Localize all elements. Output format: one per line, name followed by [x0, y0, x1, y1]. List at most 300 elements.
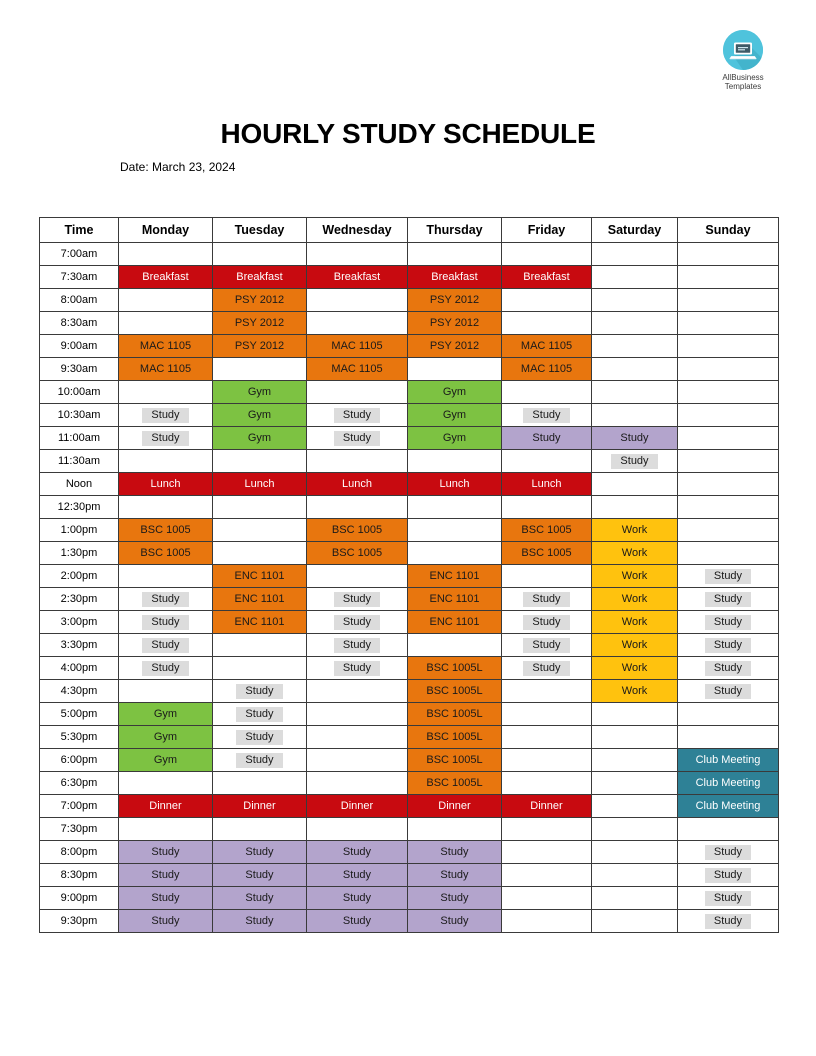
- table-row: [40, 726, 779, 749]
- study-chip: Study: [705, 845, 751, 860]
- schedule-cell[interactable]: [119, 381, 213, 404]
- schedule-cell[interactable]: [502, 910, 592, 933]
- schedule-cell[interactable]: [592, 864, 678, 887]
- table-row: [40, 864, 779, 887]
- time-label: 4:30pm: [40, 680, 119, 703]
- schedule-cell[interactable]: [213, 703, 307, 726]
- study-chip: Study: [705, 684, 751, 699]
- schedule-cell[interactable]: [307, 565, 408, 588]
- table-row: [40, 519, 779, 542]
- schedule-cell[interactable]: [678, 496, 779, 519]
- study-chip: Study: [523, 615, 569, 630]
- schedule-cell[interactable]: Breakfast: [213, 266, 307, 289]
- schedule-cell[interactable]: [213, 726, 307, 749]
- schedule-cell[interactable]: [502, 611, 592, 634]
- schedule-cell[interactable]: [678, 634, 779, 657]
- time-label: 2:00pm: [40, 565, 119, 588]
- time-label: 10:00am: [40, 381, 119, 404]
- schedule-cell[interactable]: Dinner: [119, 795, 213, 818]
- schedule-cell[interactable]: Study: [119, 910, 213, 933]
- schedule-cell[interactable]: [502, 864, 592, 887]
- schedule-cell[interactable]: [307, 243, 408, 266]
- table-row: [40, 887, 779, 910]
- schedule-cell[interactable]: [408, 358, 502, 381]
- column-header-monday: Monday: [119, 218, 213, 243]
- time-label: 1:00pm: [40, 519, 119, 542]
- study-chip: Study: [334, 638, 380, 653]
- schedule-cell[interactable]: ENC 1101: [408, 565, 502, 588]
- schedule-cell[interactable]: [119, 634, 213, 657]
- table-row: [40, 772, 779, 795]
- table-row: [40, 749, 779, 772]
- schedule-cell[interactable]: Gym: [213, 404, 307, 427]
- schedule-cell[interactable]: [119, 312, 213, 335]
- column-header-friday: Friday: [502, 218, 592, 243]
- schedule-cell[interactable]: Study: [307, 887, 408, 910]
- schedule-cell[interactable]: [592, 404, 678, 427]
- table-row: [40, 266, 779, 289]
- table-row: [40, 703, 779, 726]
- table-row: [40, 404, 779, 427]
- schedule-cell[interactable]: [119, 680, 213, 703]
- schedule-cell[interactable]: BSC 1005L: [408, 726, 502, 749]
- schedule-cell[interactable]: [678, 473, 779, 496]
- schedule-cell[interactable]: [678, 289, 779, 312]
- schedule-cell[interactable]: [678, 680, 779, 703]
- schedule-cell[interactable]: PSY 2012: [408, 335, 502, 358]
- schedule-cell[interactable]: [408, 496, 502, 519]
- schedule-cell[interactable]: [119, 450, 213, 473]
- schedule-cell[interactable]: [502, 243, 592, 266]
- table-row: [40, 611, 779, 634]
- schedule-cell[interactable]: PSY 2012: [213, 335, 307, 358]
- schedule-cell[interactable]: Study: [307, 864, 408, 887]
- schedule-cell[interactable]: Dinner: [408, 795, 502, 818]
- schedule-cell[interactable]: [502, 703, 592, 726]
- schedule-cell[interactable]: PSY 2012: [408, 289, 502, 312]
- schedule-cell[interactable]: Study: [119, 887, 213, 910]
- schedule-cell[interactable]: [502, 588, 592, 611]
- time-label: 6:30pm: [40, 772, 119, 795]
- study-chip: Study: [523, 638, 569, 653]
- schedule-cell[interactable]: Dinner: [213, 795, 307, 818]
- column-header-tuesday: Tuesday: [213, 218, 307, 243]
- schedule-cell[interactable]: Study: [408, 841, 502, 864]
- schedule-cell[interactable]: [213, 749, 307, 772]
- schedule-cell[interactable]: Gym: [408, 404, 502, 427]
- schedule-cell[interactable]: [592, 312, 678, 335]
- schedule-cell[interactable]: [678, 726, 779, 749]
- schedule-cell[interactable]: [213, 772, 307, 795]
- study-chip: Study: [142, 408, 188, 423]
- time-label: 9:30am: [40, 358, 119, 381]
- schedule-cell[interactable]: [502, 841, 592, 864]
- table-row: [40, 657, 779, 680]
- schedule-cell[interactable]: ENC 1101: [408, 588, 502, 611]
- schedule-cell[interactable]: Gym: [119, 749, 213, 772]
- schedule-cell[interactable]: BSC 1005: [307, 519, 408, 542]
- time-label: 5:00pm: [40, 703, 119, 726]
- time-label: Noon: [40, 473, 119, 496]
- schedule-cell[interactable]: [678, 703, 779, 726]
- time-label: 9:00am: [40, 335, 119, 358]
- schedule-cell[interactable]: Gym: [213, 381, 307, 404]
- schedule-cell[interactable]: [592, 749, 678, 772]
- time-label: 7:30am: [40, 266, 119, 289]
- time-label: 4:00pm: [40, 657, 119, 680]
- schedule-cell[interactable]: [502, 289, 592, 312]
- schedule-cell[interactable]: [678, 657, 779, 680]
- schedule-cell[interactable]: [502, 634, 592, 657]
- schedule-cell[interactable]: [307, 749, 408, 772]
- schedule-cell[interactable]: [119, 289, 213, 312]
- schedule-cell[interactable]: Study: [213, 864, 307, 887]
- schedule-cell[interactable]: [502, 726, 592, 749]
- schedule-cell[interactable]: BSC 1005L: [408, 657, 502, 680]
- schedule-cell[interactable]: [502, 887, 592, 910]
- schedule-cell[interactable]: Study: [408, 887, 502, 910]
- table-row: [40, 841, 779, 864]
- time-label: 12:30pm: [40, 496, 119, 519]
- column-header-wednesday: Wednesday: [307, 218, 408, 243]
- schedule-cell[interactable]: BSC 1005L: [408, 749, 502, 772]
- schedule-cell[interactable]: Lunch: [307, 473, 408, 496]
- schedule-cell[interactable]: [502, 450, 592, 473]
- study-chip: Study: [705, 569, 751, 584]
- schedule-cell[interactable]: Gym: [408, 381, 502, 404]
- schedule-cell[interactable]: Study: [502, 427, 592, 450]
- table-row: [40, 358, 779, 381]
- schedule-cell[interactable]: ENC 1101: [213, 611, 307, 634]
- study-chip: Study: [705, 891, 751, 906]
- schedule-cell[interactable]: ENC 1101: [213, 565, 307, 588]
- schedule-cell[interactable]: [592, 818, 678, 841]
- schedule-cell[interactable]: Study: [213, 841, 307, 864]
- schedule-cell[interactable]: BSC 1005: [307, 542, 408, 565]
- schedule-cell[interactable]: [502, 565, 592, 588]
- schedule-cell[interactable]: Breakfast: [502, 266, 592, 289]
- schedule-cell[interactable]: [119, 818, 213, 841]
- schedule-cell[interactable]: [307, 818, 408, 841]
- time-label: 5:30pm: [40, 726, 119, 749]
- schedule-cell[interactable]: [592, 450, 678, 473]
- schedule-cell[interactable]: [678, 335, 779, 358]
- schedule-cell[interactable]: PSY 2012: [408, 312, 502, 335]
- schedule-cell[interactable]: Dinner: [307, 795, 408, 818]
- schedule-cell[interactable]: BSC 1005: [502, 542, 592, 565]
- study-chip: Study: [705, 868, 751, 883]
- schedule-cell[interactable]: [119, 243, 213, 266]
- study-chip: Study: [142, 431, 188, 446]
- schedule-cell[interactable]: [678, 887, 779, 910]
- schedule-cell[interactable]: [119, 657, 213, 680]
- page-title: HOURLY STUDY SCHEDULE: [220, 118, 596, 149]
- column-header-time: Time: [40, 218, 119, 243]
- study-chip: Study: [705, 661, 751, 676]
- schedule-cell[interactable]: PSY 2012: [213, 289, 307, 312]
- time-label: 8:00pm: [40, 841, 119, 864]
- table-row: [40, 496, 779, 519]
- study-chip: Study: [236, 707, 282, 722]
- schedule-cell[interactable]: Work: [592, 588, 678, 611]
- study-chip: Study: [142, 592, 188, 607]
- time-label: 2:30pm: [40, 588, 119, 611]
- schedule-cell[interactable]: [307, 703, 408, 726]
- schedule-cell[interactable]: [119, 611, 213, 634]
- hourly-study-schedule-table: [39, 217, 779, 933]
- schedule-cell[interactable]: [502, 404, 592, 427]
- schedule-cell[interactable]: [592, 887, 678, 910]
- schedule-cell[interactable]: [502, 657, 592, 680]
- schedule-cell[interactable]: Gym: [119, 726, 213, 749]
- schedule-cell[interactable]: [307, 312, 408, 335]
- schedule-cell[interactable]: [408, 634, 502, 657]
- schedule-cell[interactable]: Work: [592, 634, 678, 657]
- schedule-cell[interactable]: [592, 243, 678, 266]
- schedule-cell[interactable]: [213, 519, 307, 542]
- time-label: 9:30pm: [40, 910, 119, 933]
- schedule-cell[interactable]: [502, 680, 592, 703]
- schedule-cell[interactable]: [592, 910, 678, 933]
- schedule-cell[interactable]: [307, 289, 408, 312]
- schedule-cell[interactable]: MAC 1105: [119, 358, 213, 381]
- schedule-cell[interactable]: [678, 404, 779, 427]
- table-row: [40, 910, 779, 933]
- schedule-cell[interactable]: ENC 1101: [213, 588, 307, 611]
- schedule-cell[interactable]: Breakfast: [119, 266, 213, 289]
- schedule-cell[interactable]: BSC 1005L: [408, 703, 502, 726]
- column-header-saturday: Saturday: [592, 218, 678, 243]
- schedule-cell[interactable]: [119, 772, 213, 795]
- schedule-cell[interactable]: [592, 289, 678, 312]
- schedule-cell[interactable]: BSC 1005L: [408, 772, 502, 795]
- schedule-cell[interactable]: Work: [592, 542, 678, 565]
- table-row: [40, 243, 779, 266]
- schedule-cell[interactable]: [678, 611, 779, 634]
- table-row: [40, 588, 779, 611]
- schedule-cell[interactable]: [307, 404, 408, 427]
- schedule-cell[interactable]: [307, 496, 408, 519]
- schedule-cell[interactable]: Lunch: [213, 473, 307, 496]
- schedule-cell[interactable]: [408, 450, 502, 473]
- study-chip: Study: [334, 431, 380, 446]
- schedule-cell[interactable]: [307, 657, 408, 680]
- schedule-cell[interactable]: Study: [213, 887, 307, 910]
- schedule-cell[interactable]: [678, 312, 779, 335]
- schedule-cell[interactable]: Work: [592, 680, 678, 703]
- schedule-cell[interactable]: [213, 657, 307, 680]
- schedule-cell[interactable]: MAC 1105: [502, 335, 592, 358]
- time-label: 6:00pm: [40, 749, 119, 772]
- column-header-thursday: Thursday: [408, 218, 502, 243]
- time-label: 3:00pm: [40, 611, 119, 634]
- schedule-cell[interactable]: Study: [408, 910, 502, 933]
- schedule-cell[interactable]: [678, 841, 779, 864]
- schedule-cell[interactable]: Breakfast: [307, 266, 408, 289]
- time-label: 10:30am: [40, 404, 119, 427]
- study-chip: Study: [142, 661, 188, 676]
- study-chip: Study: [611, 454, 657, 469]
- schedule-cell[interactable]: [502, 818, 592, 841]
- schedule-cell[interactable]: [678, 381, 779, 404]
- schedule-cell[interactable]: [678, 358, 779, 381]
- schedule-cell[interactable]: [678, 266, 779, 289]
- table-row: [40, 450, 779, 473]
- study-chip: Study: [705, 615, 751, 630]
- schedule-cell[interactable]: [592, 841, 678, 864]
- schedule-cell[interactable]: [592, 266, 678, 289]
- time-label: 8:00am: [40, 289, 119, 312]
- schedule-cell[interactable]: [307, 634, 408, 657]
- schedule-cell[interactable]: [408, 243, 502, 266]
- schedule-cell[interactable]: [307, 427, 408, 450]
- schedule-cell[interactable]: Study: [307, 841, 408, 864]
- schedule-cell[interactable]: [678, 542, 779, 565]
- time-label: 8:30am: [40, 312, 119, 335]
- schedule-cell[interactable]: [213, 243, 307, 266]
- schedule-cell[interactable]: Gym: [119, 703, 213, 726]
- schedule-cell[interactable]: [592, 335, 678, 358]
- schedule-cell[interactable]: Study: [307, 910, 408, 933]
- schedule-cell[interactable]: [678, 243, 779, 266]
- schedule-cell[interactable]: BSC 1005: [119, 542, 213, 565]
- schedule-cell[interactable]: [213, 450, 307, 473]
- table-row: [40, 473, 779, 496]
- time-label: 8:30pm: [40, 864, 119, 887]
- table-row: [40, 427, 779, 450]
- schedule-cell[interactable]: [592, 496, 678, 519]
- schedule-cell[interactable]: BSC 1005: [502, 519, 592, 542]
- schedule-cell[interactable]: [213, 818, 307, 841]
- schedule-cell[interactable]: [213, 680, 307, 703]
- schedule-cell[interactable]: [119, 404, 213, 427]
- schedule-cell[interactable]: Club Meeting: [678, 749, 779, 772]
- schedule-cell[interactable]: Study: [592, 427, 678, 450]
- table-row: [40, 289, 779, 312]
- schedule-cell[interactable]: Study: [408, 864, 502, 887]
- schedule-cell[interactable]: Lunch: [119, 473, 213, 496]
- schedule-cell[interactable]: Lunch: [502, 473, 592, 496]
- schedule-cell[interactable]: [307, 450, 408, 473]
- schedule-cell[interactable]: [213, 496, 307, 519]
- schedule-cell[interactable]: MAC 1105: [307, 358, 408, 381]
- schedule-cell[interactable]: [502, 496, 592, 519]
- schedule-cell[interactable]: [592, 381, 678, 404]
- schedule-cell[interactable]: [592, 473, 678, 496]
- brand-logo: [705, 30, 781, 91]
- schedule-cell[interactable]: [307, 381, 408, 404]
- time-label: 11:30am: [40, 450, 119, 473]
- time-label: 7:30pm: [40, 818, 119, 841]
- schedule-cell[interactable]: Study: [119, 841, 213, 864]
- study-chip: Study: [334, 408, 380, 423]
- schedule-cell[interactable]: [678, 565, 779, 588]
- schedule-cell[interactable]: [678, 519, 779, 542]
- schedule-cell[interactable]: [502, 312, 592, 335]
- schedule-cell[interactable]: Gym: [408, 427, 502, 450]
- schedule-cell[interactable]: [119, 496, 213, 519]
- schedule-cell[interactable]: Gym: [213, 427, 307, 450]
- schedule-cell[interactable]: [678, 588, 779, 611]
- schedule-cell[interactable]: [678, 864, 779, 887]
- schedule-cell[interactable]: Club Meeting: [678, 795, 779, 818]
- schedule-cell[interactable]: Study: [213, 910, 307, 933]
- study-chip: Study: [705, 638, 751, 653]
- time-label: 7:00pm: [40, 795, 119, 818]
- schedule-cell[interactable]: [678, 910, 779, 933]
- schedule-cell[interactable]: [408, 542, 502, 565]
- schedule-cell[interactable]: BSC 1005L: [408, 680, 502, 703]
- study-chip: Study: [236, 730, 282, 745]
- schedule-cell[interactable]: [307, 772, 408, 795]
- schedule-cell[interactable]: Study: [119, 864, 213, 887]
- study-chip: Study: [705, 592, 751, 607]
- schedule-cell[interactable]: [592, 772, 678, 795]
- table-row: [40, 680, 779, 703]
- table-row: [40, 795, 779, 818]
- table-body: [40, 243, 779, 933]
- schedule-cell[interactable]: [213, 542, 307, 565]
- schedule-cell[interactable]: Lunch: [408, 473, 502, 496]
- schedule-cell[interactable]: [502, 772, 592, 795]
- table-row: [40, 565, 779, 588]
- schedule-cell[interactable]: [408, 519, 502, 542]
- schedule-cell[interactable]: [307, 726, 408, 749]
- schedule-cell[interactable]: [408, 818, 502, 841]
- time-label: 1:30pm: [40, 542, 119, 565]
- schedule-cell[interactable]: Work: [592, 657, 678, 680]
- schedule-cell[interactable]: BSC 1005: [119, 519, 213, 542]
- schedule-cell[interactable]: [502, 749, 592, 772]
- schedule-cell[interactable]: [678, 450, 779, 473]
- schedule-cell[interactable]: [678, 818, 779, 841]
- schedule-cell[interactable]: MAC 1105: [307, 335, 408, 358]
- schedule-cell[interactable]: [213, 358, 307, 381]
- schedule-cell[interactable]: [307, 611, 408, 634]
- schedule-cell[interactable]: Club Meeting: [678, 772, 779, 795]
- time-label: 7:00am: [40, 243, 119, 266]
- schedule-cell[interactable]: [592, 795, 678, 818]
- schedule-cell[interactable]: [502, 381, 592, 404]
- schedule-cell[interactable]: Work: [592, 611, 678, 634]
- schedule-cell[interactable]: Breakfast: [408, 266, 502, 289]
- schedule-cell[interactable]: [119, 588, 213, 611]
- schedule-cell[interactable]: MAC 1105: [119, 335, 213, 358]
- schedule-cell[interactable]: Work: [592, 519, 678, 542]
- schedule-cell[interactable]: Dinner: [502, 795, 592, 818]
- schedule-cell[interactable]: [307, 588, 408, 611]
- schedule-cell[interactable]: ENC 1101: [408, 611, 502, 634]
- schedule-cell[interactable]: PSY 2012: [213, 312, 307, 335]
- table-row: [40, 818, 779, 841]
- schedule-cell[interactable]: [592, 358, 678, 381]
- schedule-cell[interactable]: [213, 634, 307, 657]
- schedule-cell[interactable]: Work: [592, 565, 678, 588]
- table-row: [40, 381, 779, 404]
- schedule-cell[interactable]: [307, 680, 408, 703]
- schedule-cell[interactable]: [119, 565, 213, 588]
- schedule-cell[interactable]: MAC 1105: [502, 358, 592, 381]
- schedule-cell[interactable]: [592, 703, 678, 726]
- table-row: [40, 312, 779, 335]
- time-label: 3:30pm: [40, 634, 119, 657]
- schedule-cell[interactable]: [119, 427, 213, 450]
- schedule-cell[interactable]: [592, 726, 678, 749]
- time-label: 9:00pm: [40, 887, 119, 910]
- table-row: [40, 542, 779, 565]
- logo-text-line2: Templates: [724, 82, 762, 92]
- schedule-cell[interactable]: [678, 427, 779, 450]
